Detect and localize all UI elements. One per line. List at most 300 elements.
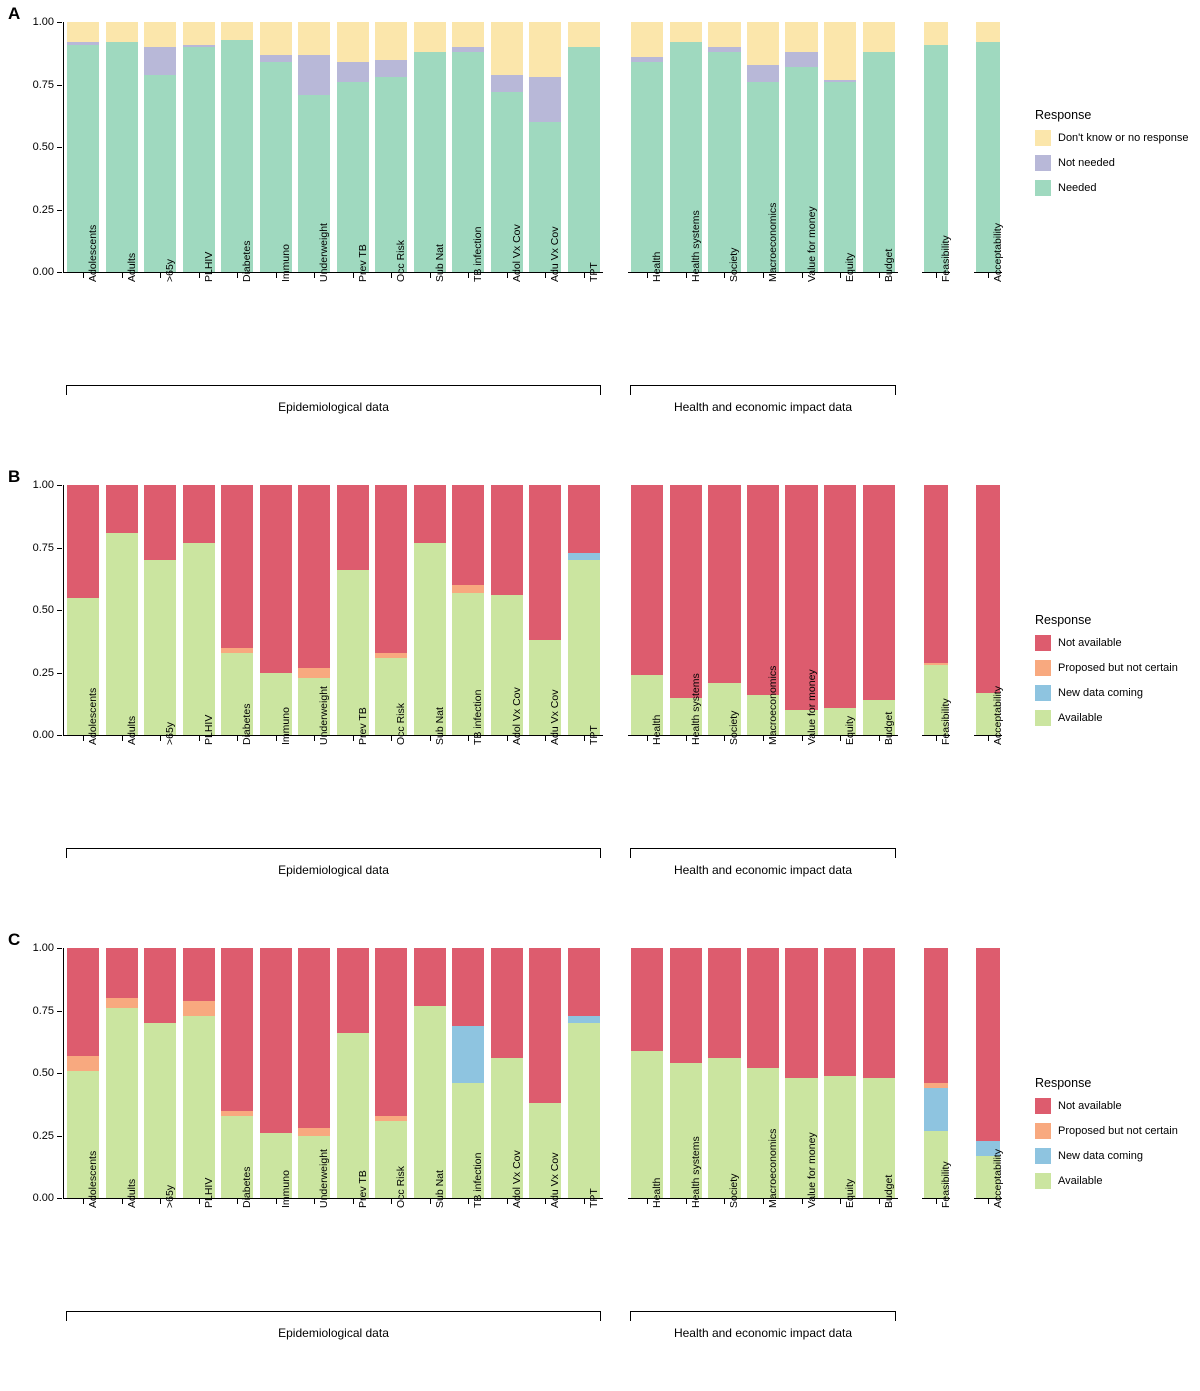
- x-tick-label: Immuno: [279, 707, 292, 745]
- legend-item-label: Proposed but not certain: [1058, 662, 1178, 674]
- x-tick-label: Health systems: [689, 210, 702, 282]
- bar-segment: [144, 22, 176, 47]
- x-tick-label: Prev TB: [356, 707, 369, 745]
- bar-stack[interactable]: [631, 485, 663, 735]
- bar-segment: [375, 22, 407, 60]
- x-tick-label: Sub Nat: [433, 707, 446, 745]
- bar-segment: [298, 668, 330, 678]
- group-label: Health and economic impact data: [673, 863, 853, 877]
- x-tick-label: Adol Vx Cov: [510, 1150, 523, 1208]
- bar-stack[interactable]: [221, 948, 253, 1198]
- bar-stack[interactable]: [337, 948, 369, 1198]
- bar-segment: [414, 22, 446, 52]
- bar-stack[interactable]: [106, 485, 138, 735]
- bar-segment: [221, 1111, 253, 1116]
- legend-item-label: Not available: [1058, 637, 1122, 649]
- group-bracket: [66, 1311, 601, 1321]
- legend-item-label: Available: [1058, 1175, 1103, 1187]
- x-tick-label: Prev TB: [356, 1170, 369, 1208]
- legend-color-swatch: [1035, 155, 1051, 171]
- panel-label: A: [8, 4, 21, 23]
- x-tick-label: PLHIV: [202, 714, 215, 745]
- y-axis-ticks: [0, 479, 64, 741]
- group-bracket: [66, 848, 601, 858]
- x-tick-label: TB infection: [472, 226, 485, 282]
- bar-segment: [568, 560, 600, 735]
- bar-stack[interactable]: [260, 948, 292, 1198]
- x-tick-mark: [507, 1199, 508, 1204]
- plot-area: [64, 485, 924, 735]
- y-axis-ticks: [0, 942, 64, 1204]
- bar-segment: [67, 22, 99, 42]
- bar-segment: [824, 485, 856, 708]
- bar-stack[interactable]: [568, 485, 600, 735]
- x-tick-label: Sub Nat: [433, 244, 446, 282]
- bar-segment: [183, 1016, 215, 1199]
- legend-item-label: Don't know or no response: [1058, 132, 1189, 144]
- bar-segment: [375, 948, 407, 1116]
- bar-segment: [670, 948, 702, 1063]
- x-tick-mark: [988, 736, 989, 741]
- bar-stack[interactable]: [631, 22, 663, 272]
- x-tick-mark: [545, 736, 546, 741]
- plot-area: [64, 22, 924, 272]
- x-tick-label: Diabetes: [241, 703, 254, 745]
- bar-segment: [708, 47, 740, 52]
- y-tick-mark: [57, 948, 62, 949]
- bar-segment: [375, 1116, 407, 1121]
- bar-segment: [106, 533, 138, 736]
- x-tick-label: TB infection: [472, 1152, 485, 1208]
- bar-segment: [298, 485, 330, 668]
- bar-stack[interactable]: [260, 22, 292, 272]
- bar-segment: [863, 22, 895, 52]
- bar-segment: [452, 485, 484, 585]
- bar-segment: [183, 543, 215, 736]
- bar-stack[interactable]: [824, 22, 856, 272]
- bar-segment: [144, 1023, 176, 1198]
- legend-color-swatch: [1035, 710, 1051, 726]
- x-tick-label: Feasibility: [940, 1161, 952, 1208]
- bar-stack[interactable]: [708, 948, 740, 1198]
- x-tick-mark: [647, 736, 648, 741]
- legend-item[interactable]: [1035, 180, 1189, 196]
- x-tick-label: Society: [728, 1173, 741, 1208]
- x-tick-label: Budget: [882, 1174, 895, 1208]
- bar-stack[interactable]: [414, 948, 446, 1198]
- bar-segment: [924, 1088, 948, 1131]
- x-tick-mark: [468, 1199, 469, 1204]
- bar-segment: [568, 1016, 600, 1024]
- y-tick-mark: [57, 85, 62, 86]
- x-tick-mark: [237, 273, 238, 278]
- bar-stack[interactable]: [144, 485, 176, 735]
- bar-stack[interactable]: [183, 485, 215, 735]
- x-tick-label: Acceptability: [992, 1149, 1004, 1208]
- panel-c: [0, 926, 1200, 1389]
- x-tick-mark: [879, 273, 880, 278]
- x-tick-mark: [199, 736, 200, 741]
- bar-segment: [183, 47, 215, 272]
- bar-stack[interactable]: [183, 948, 215, 1198]
- bar-stack[interactable]: [144, 948, 176, 1198]
- legend-color-swatch: [1035, 635, 1051, 651]
- legend-title: Response: [1035, 1076, 1092, 1090]
- x-tick-label: Health systems: [689, 1136, 702, 1208]
- group-label: Health and economic impact data: [673, 1326, 853, 1340]
- x-tick-label: Acceptability: [992, 223, 1004, 282]
- bar-segment: [260, 22, 292, 55]
- x-tick-mark: [314, 736, 315, 741]
- x-tick-label: Adol Vx Cov: [510, 224, 523, 282]
- bar-stack[interactable]: [221, 485, 253, 735]
- x-tick-mark: [686, 1199, 687, 1204]
- x-tick-label: Underweight: [318, 1149, 331, 1208]
- x-tick-label: Equity: [844, 252, 857, 282]
- bar-segment: [785, 948, 817, 1078]
- x-tick-label: Acceptability: [992, 686, 1004, 745]
- bar-segment: [183, 45, 215, 48]
- y-tick-label: 0.00: [32, 266, 54, 278]
- bar-segment: [747, 65, 779, 83]
- y-tick-label: 0.75: [32, 1004, 54, 1017]
- bar-stack[interactable]: [221, 22, 253, 272]
- x-tick-mark: [686, 736, 687, 741]
- x-tick-mark: [647, 1199, 648, 1204]
- x-tick-mark: [647, 273, 648, 278]
- bar-segment: [144, 47, 176, 75]
- x-tick-mark: [122, 736, 123, 741]
- y-tick-mark: [57, 485, 62, 486]
- bar-segment: [221, 485, 253, 648]
- bar-segment: [568, 22, 600, 47]
- x-tick-label: Feasibility: [940, 235, 952, 282]
- x-tick-mark: [686, 273, 687, 278]
- x-tick-label: Macroeconomics: [767, 665, 779, 745]
- bar-segment: [106, 22, 138, 42]
- bar-segment: [106, 998, 138, 1008]
- bar-stack[interactable]: [106, 22, 138, 272]
- x-tick-label: Adu Vx Cov: [549, 226, 562, 282]
- x-tick-label: Adults: [125, 715, 138, 745]
- bar-segment: [491, 948, 523, 1058]
- bar-stack[interactable]: [863, 22, 895, 272]
- bar-segment: [924, 1083, 948, 1088]
- x-tick-mark: [237, 1199, 238, 1204]
- bar-segment: [67, 948, 99, 1056]
- bar-stack[interactable]: [863, 485, 895, 735]
- bar-segment: [67, 42, 99, 45]
- legend-color-swatch: [1035, 1173, 1051, 1189]
- bar-segment: [452, 22, 484, 47]
- bar-stack[interactable]: [375, 22, 407, 272]
- x-tick-mark: [430, 273, 431, 278]
- x-tick-mark: [584, 736, 585, 741]
- y-tick-label: 0.00: [32, 1192, 54, 1204]
- bar-segment: [670, 485, 702, 698]
- x-tick-label: Underweight: [318, 223, 331, 282]
- legend-item[interactable]: [1035, 660, 1178, 676]
- x-tick-mark: [391, 273, 392, 278]
- legend-item[interactable]: [1035, 635, 1178, 651]
- bar-group-impact: [628, 485, 898, 735]
- x-tick-mark: [391, 736, 392, 741]
- x-tick-mark: [160, 736, 161, 741]
- bar-segment: [183, 22, 215, 45]
- bar-segment: [491, 485, 523, 595]
- bar-segment: [924, 22, 948, 45]
- bar-segment: [414, 52, 446, 272]
- bar-segment: [708, 52, 740, 272]
- legend-item[interactable]: [1035, 1098, 1178, 1114]
- bar-segment: [747, 948, 779, 1068]
- x-tick-label: Adolescents: [87, 224, 100, 282]
- y-tick-mark: [57, 548, 62, 549]
- x-tick-mark: [122, 1199, 123, 1204]
- x-tick-label: TPT: [587, 1188, 600, 1208]
- group-bracket: [630, 385, 896, 395]
- x-tick-mark: [276, 273, 277, 278]
- group-bracket: [630, 848, 896, 858]
- y-tick-mark: [57, 673, 62, 674]
- bar-segment: [631, 57, 663, 62]
- y-tick-label: 1.00: [32, 16, 54, 28]
- bar-segment: [452, 585, 484, 593]
- x-tick-label: Value for money: [805, 1132, 818, 1208]
- bar-stack[interactable]: [375, 948, 407, 1198]
- bar-segment: [863, 485, 895, 700]
- y-tick-mark: [57, 1198, 62, 1199]
- bar-stack[interactable]: [414, 485, 446, 735]
- bar-stack[interactable]: [337, 485, 369, 735]
- bar-segment: [631, 948, 663, 1051]
- bar-segment: [529, 485, 561, 640]
- x-tick-label: TB infection: [472, 689, 485, 745]
- legend-title: Response: [1035, 613, 1092, 627]
- y-tick-mark: [57, 22, 62, 23]
- bar-stack[interactable]: [260, 485, 292, 735]
- bar-segment: [824, 22, 856, 80]
- bar-segment: [221, 40, 253, 273]
- x-tick-label: Occ Risk: [395, 703, 408, 745]
- x-tick-mark: [199, 1199, 200, 1204]
- legend: [1035, 1076, 1178, 1198]
- legend-item[interactable]: [1035, 1148, 1178, 1164]
- bar-segment: [183, 485, 215, 543]
- x-tick-label: Adolescents: [87, 1150, 100, 1208]
- bar-stack[interactable]: [568, 948, 600, 1198]
- bar-segment: [260, 62, 292, 272]
- bar-segment: [298, 948, 330, 1128]
- x-tick-mark: [988, 1199, 989, 1204]
- x-tick-mark: [83, 1199, 84, 1204]
- x-tick-label: Equity: [844, 715, 857, 745]
- legend-item[interactable]: [1035, 710, 1178, 726]
- bar-stack[interactable]: [708, 22, 740, 272]
- legend-item[interactable]: [1035, 1123, 1178, 1139]
- x-tick-label: Adults: [125, 1178, 138, 1208]
- bar-segment: [144, 75, 176, 273]
- x-tick-label: >65y: [164, 258, 177, 282]
- bar-segment: [568, 553, 600, 561]
- bar-segment: [568, 948, 600, 1016]
- group-label: Epidemiological data: [278, 863, 389, 877]
- x-tick-mark: [199, 273, 200, 278]
- legend-color-swatch: [1035, 685, 1051, 701]
- x-tick-label: Macroeconomics: [767, 1128, 779, 1208]
- bar-stack[interactable]: [414, 22, 446, 272]
- bar-segment: [785, 22, 817, 52]
- x-tick-mark: [83, 273, 84, 278]
- x-tick-mark: [507, 273, 508, 278]
- legend-item[interactable]: [1035, 685, 1178, 701]
- bar-segment: [144, 948, 176, 1023]
- x-tick-mark: [936, 273, 937, 278]
- x-tick-mark: [802, 1199, 803, 1204]
- legend-item-label: Not available: [1058, 1100, 1122, 1112]
- bar-stack[interactable]: [183, 22, 215, 272]
- x-tick-mark: [353, 1199, 354, 1204]
- group-bracket: [66, 385, 601, 395]
- bar-segment: [631, 62, 663, 272]
- y-tick-mark: [57, 610, 62, 611]
- x-tick-mark: [584, 273, 585, 278]
- x-tick-label: Underweight: [318, 686, 331, 745]
- x-tick-label: Health: [651, 714, 664, 745]
- x-tick-label: Adol Vx Cov: [510, 687, 523, 745]
- bar-segment: [375, 485, 407, 653]
- bar-stack[interactable]: [375, 485, 407, 735]
- legend-item[interactable]: [1035, 130, 1189, 146]
- bar-segment: [529, 948, 561, 1103]
- panel-label: B: [8, 467, 21, 486]
- x-tick-mark: [936, 736, 937, 741]
- bar-stack[interactable]: [824, 485, 856, 735]
- bar-stack[interactable]: [708, 485, 740, 735]
- plot-area: [64, 948, 924, 1198]
- x-tick-label: Adu Vx Cov: [549, 689, 562, 745]
- bar-segment: [824, 80, 856, 83]
- x-tick-label: Equity: [844, 1178, 857, 1208]
- y-tick-mark: [57, 210, 62, 211]
- x-tick-label: Health: [651, 251, 664, 282]
- bar-stack[interactable]: [824, 948, 856, 1198]
- bar-segment: [337, 948, 369, 1033]
- bar-segment: [183, 1001, 215, 1016]
- x-tick-mark: [840, 273, 841, 278]
- bar-segment: [824, 948, 856, 1076]
- bar-segment: [708, 485, 740, 683]
- y-tick-label: 0.75: [32, 78, 54, 91]
- bar-segment: [863, 52, 895, 272]
- bar-segment: [568, 47, 600, 272]
- bar-segment: [708, 22, 740, 47]
- bar-segment: [631, 22, 663, 57]
- y-tick-label: 0.50: [32, 141, 54, 153]
- bar-segment: [491, 75, 523, 93]
- legend-color-swatch: [1035, 1148, 1051, 1164]
- y-tick-label: 0.25: [32, 203, 54, 216]
- x-tick-label: Adu Vx Cov: [549, 1152, 562, 1208]
- bar-segment: [414, 948, 446, 1006]
- x-tick-label: Budget: [882, 711, 895, 745]
- y-axis-ticks: [0, 16, 64, 278]
- x-tick-mark: [237, 736, 238, 741]
- bar-segment: [976, 22, 1000, 42]
- bar-segment: [491, 22, 523, 75]
- x-tick-label: Health: [651, 1177, 664, 1208]
- bar-segment: [67, 1056, 99, 1071]
- x-tick-label: >65y: [164, 721, 177, 745]
- y-tick-label: 0.75: [32, 541, 54, 554]
- y-tick-label: 1.00: [32, 942, 54, 954]
- legend-color-swatch: [1035, 180, 1051, 196]
- bar-segment: [144, 560, 176, 735]
- y-tick-label: 0.25: [32, 1129, 54, 1142]
- legend: [1035, 613, 1178, 735]
- legend-item[interactable]: [1035, 1173, 1178, 1189]
- x-tick-label: Immuno: [279, 244, 292, 282]
- bar-segment: [144, 485, 176, 560]
- x-tick-label: Immuno: [279, 1170, 292, 1208]
- x-tick-label: PLHIV: [202, 1177, 215, 1208]
- bar-stack[interactable]: [568, 22, 600, 272]
- bar-segment: [298, 22, 330, 55]
- x-tick-label: Adolescents: [87, 687, 100, 745]
- x-tick-label: Society: [728, 247, 741, 282]
- legend-item-label: Not needed: [1058, 157, 1115, 169]
- legend-item-label: Needed: [1058, 182, 1097, 194]
- bar-segment: [747, 22, 779, 65]
- x-tick-mark: [314, 1199, 315, 1204]
- bar-segment: [924, 485, 948, 663]
- legend-color-swatch: [1035, 660, 1051, 676]
- bar-segment: [631, 485, 663, 675]
- bar-segment: [670, 22, 702, 42]
- y-tick-label: 1.00: [32, 479, 54, 491]
- bar-stack[interactable]: [106, 948, 138, 1198]
- bar-stack[interactable]: [144, 22, 176, 272]
- legend-color-swatch: [1035, 1123, 1051, 1139]
- bar-stack[interactable]: [631, 948, 663, 1198]
- x-tick-mark: [545, 1199, 546, 1204]
- bar-segment: [67, 485, 99, 598]
- bar-segment: [785, 52, 817, 67]
- legend-item[interactable]: [1035, 155, 1189, 171]
- x-tick-mark: [430, 1199, 431, 1204]
- x-tick-mark: [936, 1199, 937, 1204]
- bar-segment: [221, 948, 253, 1111]
- legend: [1035, 108, 1189, 205]
- x-tick-label: Occ Risk: [395, 240, 408, 282]
- x-tick-mark: [391, 1199, 392, 1204]
- bar-segment: [529, 77, 561, 122]
- y-tick-label: 0.50: [32, 604, 54, 616]
- x-tick-mark: [763, 273, 764, 278]
- bar-segment: [260, 948, 292, 1133]
- x-tick-mark: [468, 273, 469, 278]
- bar-stack[interactable]: [863, 948, 895, 1198]
- bar-group-impact: [628, 948, 898, 1198]
- x-tick-mark: [724, 273, 725, 278]
- y-tick-mark: [57, 735, 62, 736]
- bar-stack[interactable]: [337, 22, 369, 272]
- group-label: Epidemiological data: [278, 400, 389, 414]
- x-tick-label: Health systems: [689, 673, 702, 745]
- bar-segment: [529, 22, 561, 77]
- x-tick-mark: [353, 273, 354, 278]
- x-tick-mark: [802, 273, 803, 278]
